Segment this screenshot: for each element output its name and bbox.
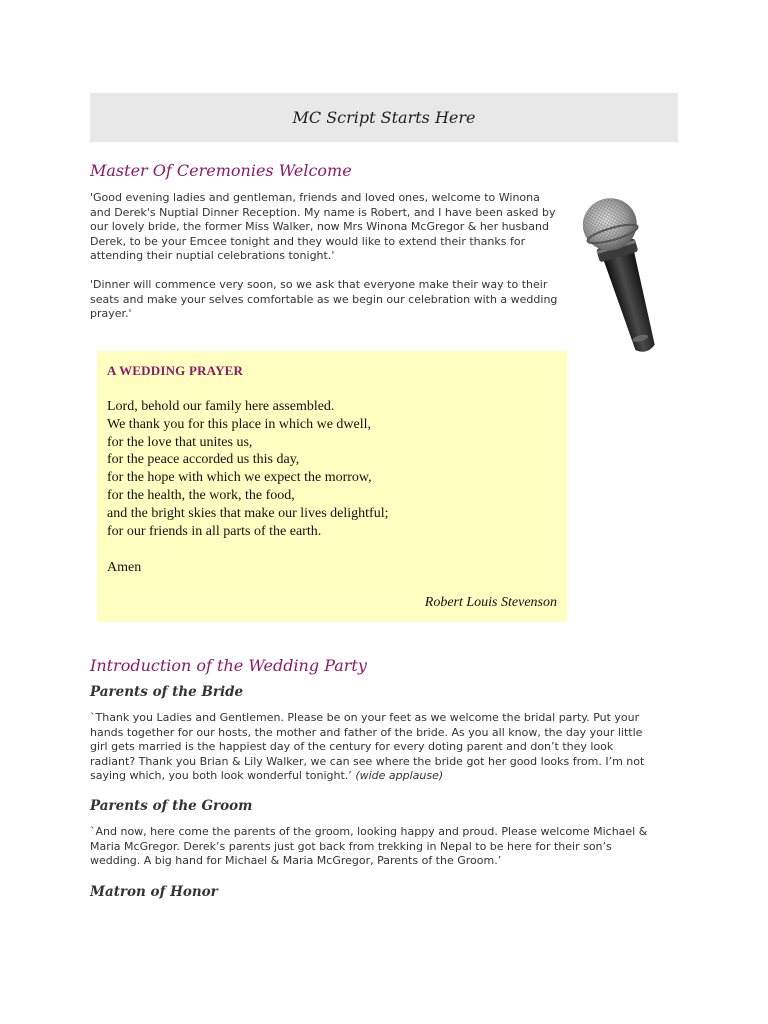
- wedding-prayer-box: [97, 351, 567, 622]
- welcome-paragraph-2: 'Dinner will commence very soon, so we ask that everyone make their way to their seats and make your selves comfortable as we begin our celebration with a wedding prayer.': [90, 278, 558, 320]
- prayer-line: for the hope with which we expect the morrow,: [107, 470, 372, 486]
- bride-parents-paragraph: `Thank you Ladies and Gentlemen. Please be on your feet as we welcome the bridal party. Put your hands together for our hosts, the mother and father of the bride. As you all know, the day your little girl gets married is the happiest day of the century for every doting parent and don’t they look radiant? Thank you Brian & Lily Walker, we can see where the bride got her good looks from. I’m not saying which, you both look wonderful tonight.’ (wide applause): [90, 711, 645, 782]
- banner-title: MC Script Starts Here: [292, 108, 476, 127]
- prayer-line: for the love that unites us,: [107, 434, 253, 450]
- prayer-line: for the health, the work, the food,: [107, 487, 295, 503]
- groom-parents-heading: Parents of the Groom: [90, 798, 253, 814]
- matron-heading: Matron of Honor: [90, 884, 218, 900]
- prayer-title: A WEDDING PRAYER: [107, 363, 244, 378]
- prayer-line: and the bright skies that make our lives delightful;: [107, 505, 389, 521]
- prayer-author: Robert Louis Stevenson: [424, 595, 557, 610]
- groom-parents-paragraph: `And now, here come the parents of the groom, looking happy and proud. Please welcome Michael & Maria McGregor. Derek’s parents just got back from trekking in Nepal to be here for their son’s wedding. A big hand for Michael & Maria McGregor, Parents of the Groom.’: [90, 825, 648, 867]
- microphone-icon: [574, 192, 684, 368]
- intro-heading: Introduction of the Wedding Party: [90, 656, 367, 675]
- welcome-heading: Master Of Ceremonies Welcome: [90, 161, 352, 180]
- prayer-amen: Amen: [107, 560, 142, 575]
- prayer-line: We thank you for this place in which we dwell,: [107, 416, 372, 432]
- script-banner: [90, 93, 678, 142]
- prayer-lines: [107, 398, 389, 540]
- applause-note: (wide applause): [355, 769, 444, 782]
- prayer-line: for our friends in all parts of the earth.: [107, 523, 322, 539]
- prayer-line: Lord, behold our family here assembled.: [107, 399, 335, 414]
- bride-parents-heading: Parents of the Bride: [90, 684, 244, 700]
- welcome-paragraph-1: 'Good evening ladies and gentleman, friends and loved ones, welcome to Winona and Derek's Nuptial Dinner Reception. My name is Robert, and I have been asked by our lovely bride, the former Miss Walker, now Mrs Winona McGregor & her husband Derek, to be your Emcee tonight and they would like to extend their thanks for attending their nuptial celebrations tonight.': [90, 191, 556, 262]
- prayer-line: for the peace accorded us this day,: [107, 452, 300, 468]
